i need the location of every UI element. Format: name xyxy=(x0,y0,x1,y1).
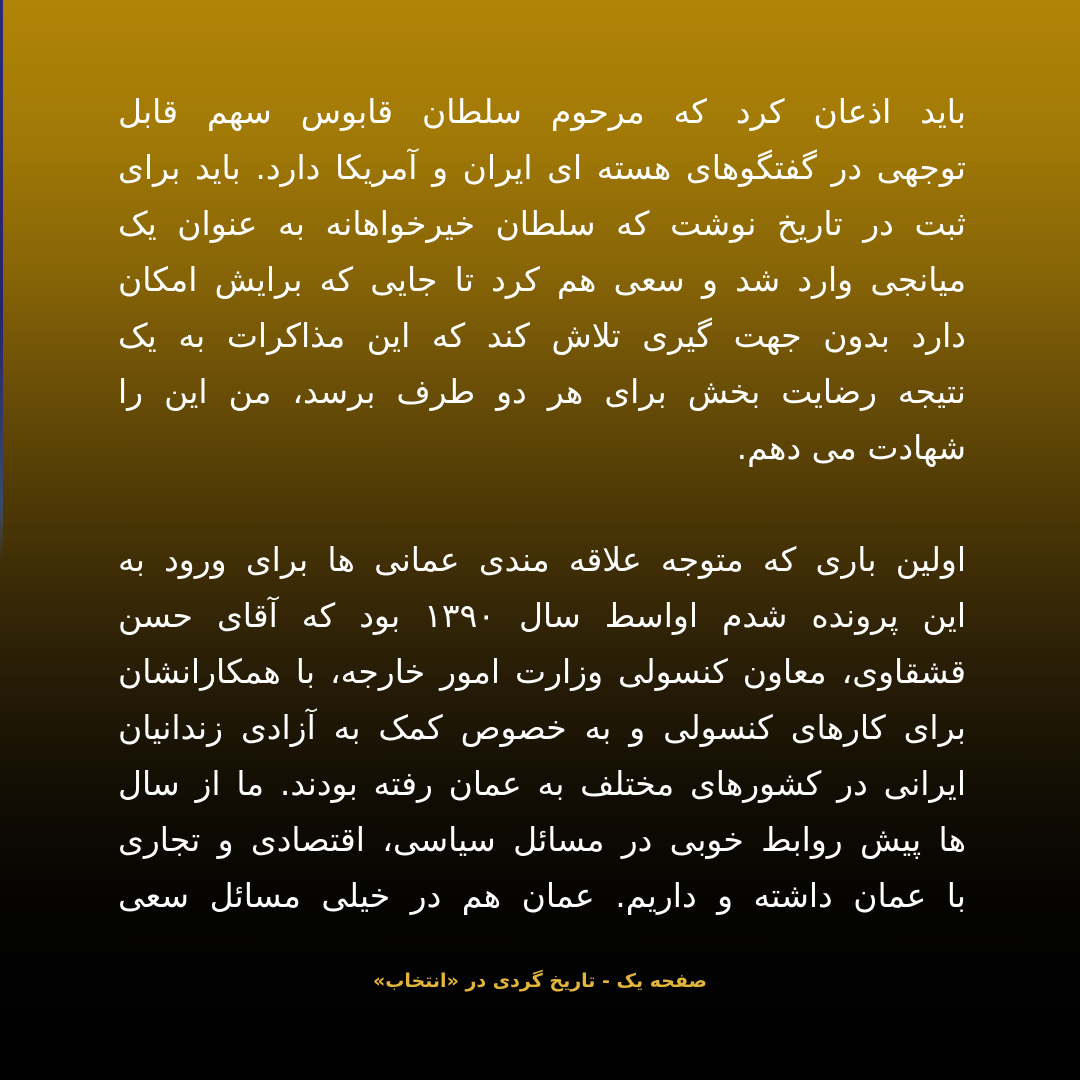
footer-caption: صفحه یک - تاریخ گردی در «انتخاب» xyxy=(372,970,708,992)
paragraph-1-line-5: دارد بدون جهت گیری تلاش کند که این مذاکرات به یک xyxy=(118,316,966,355)
left-edge-strip xyxy=(0,0,3,560)
paragraph-1-line-4: میانجی وارد شد و سعی هم کرد تا جایی که برایش امکان xyxy=(118,260,966,299)
paragraph-1-line-1: باید اذعان کرد که مرحوم سلطان قابوس سهم قابل xyxy=(118,92,966,131)
paragraph-1-line-7: شهادت می دهم. xyxy=(736,428,966,467)
paragraph-2-line-3: قشقاوی، معاون کنسولی وزارت امور خارجه، با همکارانشان xyxy=(118,652,966,691)
paragraph-2-line-6: ها پیش روابط خوبی در مسائل سیاسی، اقتصادی و تجاری xyxy=(118,820,966,859)
paragraph-2-line-1: اولین باری که متوجه علاقه مندی عمانی ها برای ورود به xyxy=(118,540,966,579)
paragraph-2-line-7: با عمان داشته و داریم. عمان هم در خیلی مسائل سعی xyxy=(118,876,966,915)
paragraph-2-line-2: این پرونده شدم اواسط سال ۱۳۹۰ بود که آقای حسن xyxy=(118,596,966,635)
paragraph-2 xyxy=(118,532,966,924)
paragraph-1-line-2: توجهی در گفتگوهای هسته ای ایران و آمریکا دارد. باید برای xyxy=(118,148,966,187)
paragraph-1-line-3: ثبت در تاریخ نوشت که سلطان خیرخواهانه به عنوان یک xyxy=(118,204,966,243)
paragraph-1-line-6: نتیجه رضایت بخش برای هر دو طرف برسد، من این را xyxy=(118,372,966,411)
paragraph-2-line-4: برای کارهای کنسولی و به خصوص کمک به آزادی زندانیان xyxy=(118,708,966,747)
article-body xyxy=(118,84,966,924)
paragraph-1 xyxy=(118,84,966,476)
paragraph-2-line-5: ایرانی در کشورهای مختلف به عمان رفته بودند. ما از سال xyxy=(118,764,966,803)
